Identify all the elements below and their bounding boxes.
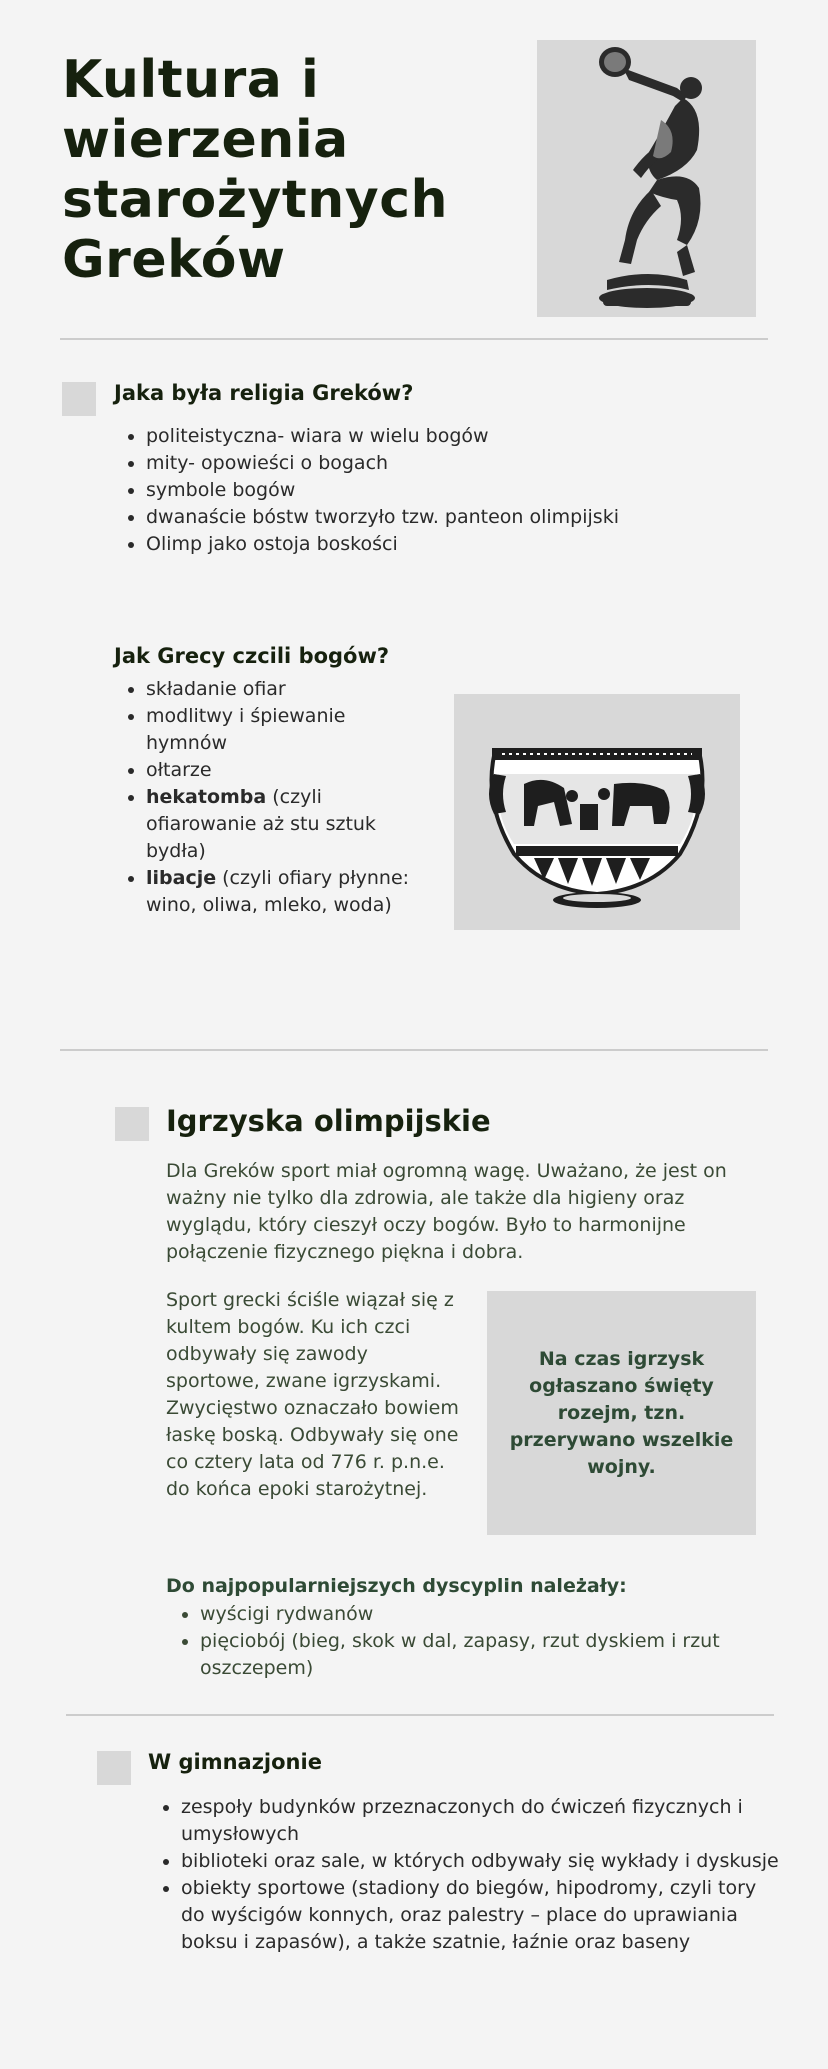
page-title: Kultura i wierzenia starożytnych Greków — [62, 50, 449, 290]
item-text: (czyli ofiary płynne: wino, oliwa, mleko, woda) — [146, 867, 410, 916]
list-item: • Olimp jako ostoja boskości — [146, 531, 786, 558]
olympics-intro: Dla Greków sport miał ogromną wagę. Uważano, że jest on ważny nie tylko dla zdrowia, ale także dla higieny oraz wyglądu, który cieszył oczy bogów. Było to harmonijne połączenie fizycznego piękna i dobra. — [166, 1160, 727, 1263]
section-divider — [60, 338, 768, 340]
section-marker-square — [62, 382, 96, 416]
list-item: • politeistyczna- wiara w wielu bogów — [146, 423, 786, 450]
religion-heading: Jaka była religia Greków? — [114, 381, 414, 405]
list-item: • symbole bogów — [146, 477, 786, 504]
item-text: (czyli ofiarowanie aż stu sztuk bydła) — [146, 786, 376, 862]
olympics-heading: Igrzyska olimpijskie — [166, 1104, 491, 1138]
list-item: • dwanaście bóstw tworzyło tzw. panteon olimpijski — [146, 504, 786, 531]
religion-list — [118, 423, 786, 558]
list-item: • pięciobój (bieg, skok w dal, zapasy, rzut dyskiem i rzut oszczepem) — [200, 1628, 786, 1682]
section-divider — [60, 1049, 768, 1051]
list-item — [146, 865, 416, 919]
worship-list — [118, 676, 416, 919]
list-item: • obiekty sportowe (stadiony do biegów, hipodromy, czyli tory do wyścigów konnych, oraz palestry – place do uprawiania boksu i zapasów), a także szatnie, łaźnie oraz baseny — [181, 1875, 781, 1956]
item-text: modlitwy i śpiewanie hymnów — [146, 705, 346, 754]
callout-text: Na czas igrzysk ogłaszano święty rozejm, tzn. przerywano wszelkie wojny. — [509, 1347, 734, 1478]
truce-callout — [487, 1291, 756, 1535]
section-marker-square — [97, 1751, 131, 1785]
gymnasium-heading: W gimnazjonie — [148, 1750, 322, 1774]
list-item: • mity- opowieści o bogach — [146, 450, 786, 477]
list-item — [146, 784, 416, 865]
worship-heading: Jak Grecy czcili bogów? — [114, 644, 390, 668]
greek-vase-image — [454, 694, 740, 930]
list-item: • zespoły budynków przeznaczonych do ćwiczeń fizycznych i umysłowych — [181, 1794, 781, 1848]
item-text: ołtarze — [146, 759, 212, 781]
disciplines-list — [172, 1601, 786, 1682]
section-marker-square — [115, 1107, 149, 1141]
section-divider — [66, 1714, 774, 1716]
olympics-body: Sport grecki ściśle wiązał się z kultem bogów. Ku ich czci odbywały się zawody sportowe, zwane igrzyskami. Zwycięstwo oznaczało bowiem łaskę boską. Odbywały się one co cztery lata od 776 r. p.n.e. do końca epoki starożytnej. — [166, 1289, 459, 1500]
list-item — [146, 703, 416, 757]
disciplines-heading: Do najpopularniejszych dyscyplin należały: — [166, 1575, 627, 1597]
item-bold: libacje — [146, 867, 217, 889]
list-item — [146, 757, 416, 784]
list-item — [146, 676, 416, 703]
item-bold: hekatomba — [146, 786, 267, 808]
discobolus-image — [537, 40, 756, 317]
list-item: • wyścigi rydwanów — [200, 1601, 786, 1628]
list-item: • biblioteki oraz sale, w których odbywały się wykłady i dyskusje — [181, 1848, 781, 1875]
gymnasium-list — [153, 1794, 781, 1956]
item-text: składanie ofiar — [146, 678, 286, 700]
